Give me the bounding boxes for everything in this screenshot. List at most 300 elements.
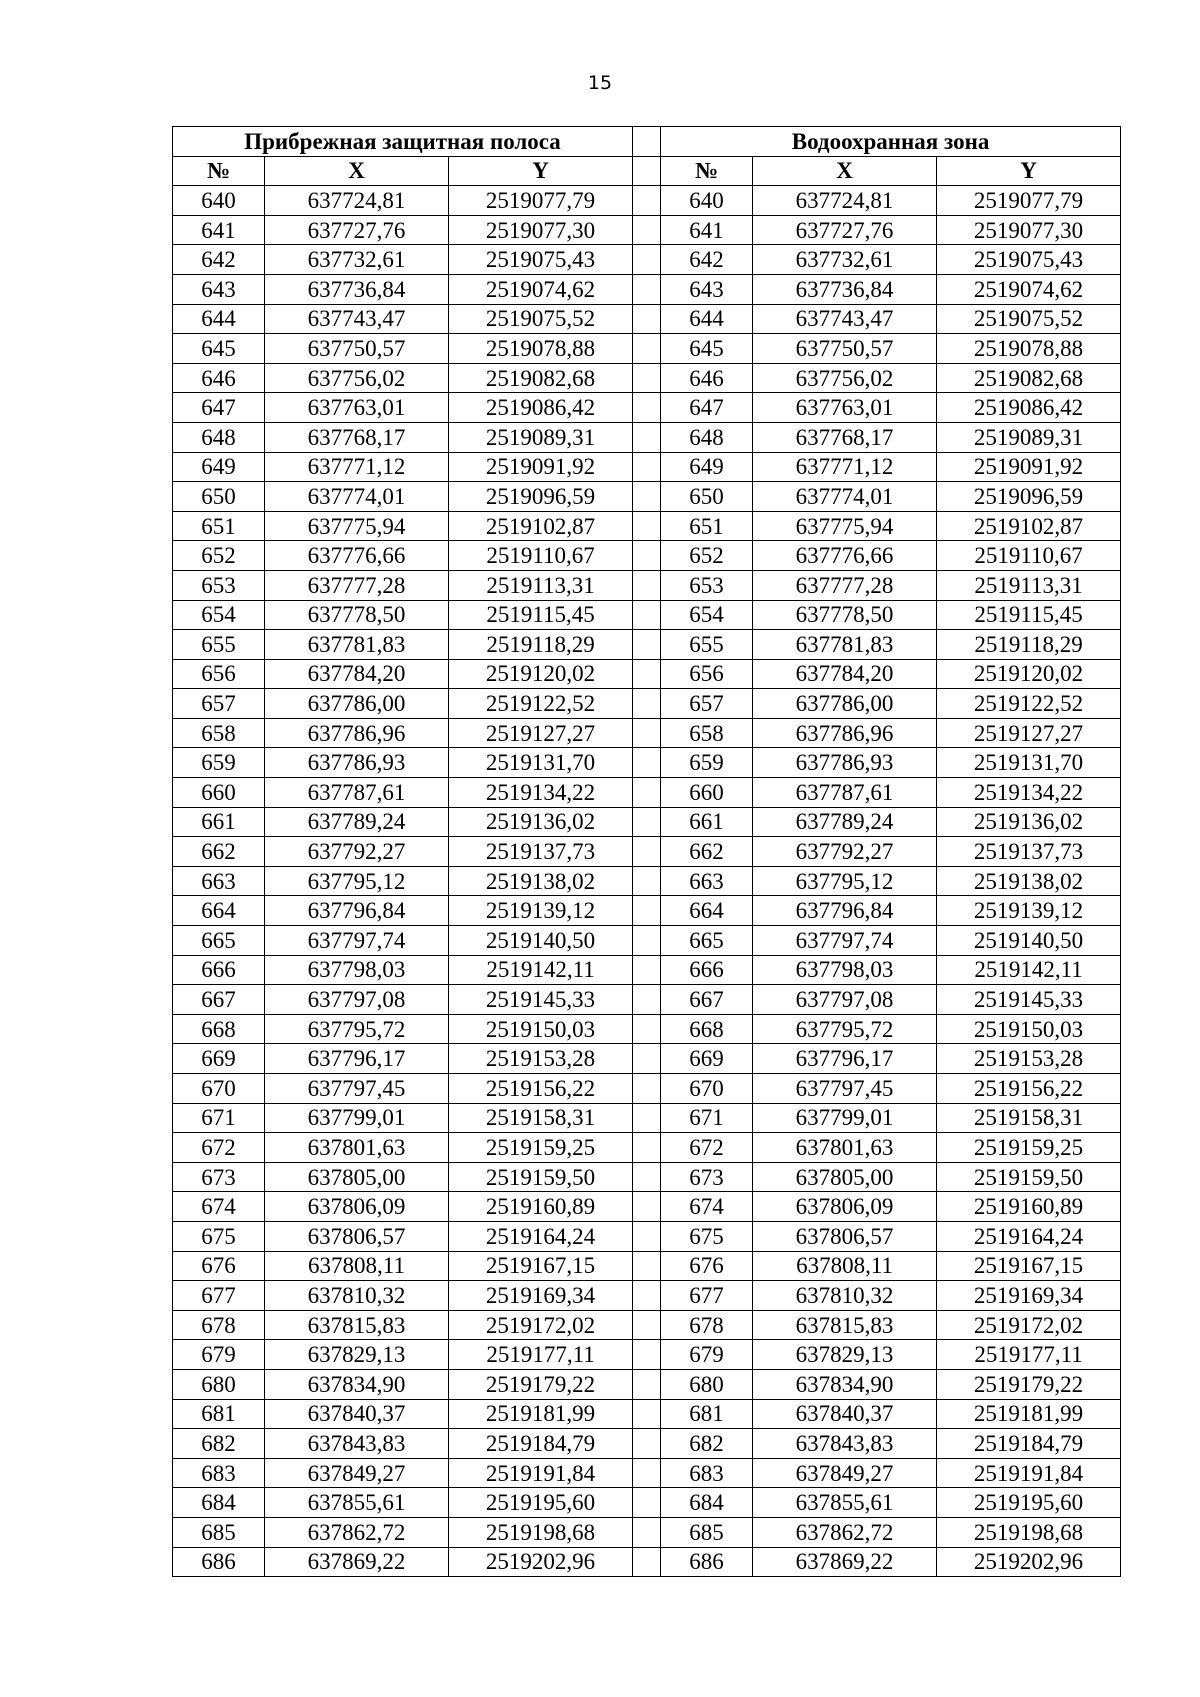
table-body (173, 186, 1121, 1577)
left-y-coordinate: 2519075,43 (449, 245, 633, 275)
column-separator (633, 482, 661, 512)
right-y-coordinate: 2519181,99 (937, 1399, 1121, 1429)
table-row (173, 1103, 1121, 1133)
table-row (173, 926, 1121, 956)
right-y-coordinate: 2519078,88 (937, 334, 1121, 364)
right-point-number: 676 (661, 1251, 753, 1281)
left-y-coordinate: 2519074,62 (449, 274, 633, 304)
left-y-coordinate: 2519184,79 (449, 1429, 633, 1459)
left-point-number: 665 (173, 926, 265, 956)
column-separator (633, 570, 661, 600)
left-point-number: 652 (173, 541, 265, 571)
right-y-coordinate: 2519102,87 (937, 511, 1121, 541)
right-y-coordinate: 2519074,62 (937, 274, 1121, 304)
left-x-coordinate: 637799,01 (265, 1103, 449, 1133)
left-point-number: 644 (173, 304, 265, 334)
left-table-title: Прибрежная защитная полоса (173, 127, 633, 157)
left-y-coordinate: 2519172,02 (449, 1310, 633, 1340)
column-separator (633, 1340, 661, 1370)
table-row (173, 363, 1121, 393)
table-row (173, 186, 1121, 216)
left-y-coordinate: 2519113,31 (449, 570, 633, 600)
right-point-number: 662 (661, 837, 753, 867)
column-separator (633, 689, 661, 719)
right-x-coordinate: 637797,45 (753, 1074, 937, 1104)
right-y-coordinate: 2519159,50 (937, 1162, 1121, 1192)
right-x-coordinate: 637743,47 (753, 304, 937, 334)
right-y-coordinate: 2519184,79 (937, 1429, 1121, 1459)
right-point-number: 672 (661, 1133, 753, 1163)
left-y-coordinate: 2519150,03 (449, 1014, 633, 1044)
right-x-coordinate: 637843,83 (753, 1429, 937, 1459)
table-row (173, 748, 1121, 778)
right-x-coordinate: 637869,22 (753, 1547, 937, 1577)
right-point-number: 686 (661, 1547, 753, 1577)
right-y-coordinate: 2519122,52 (937, 689, 1121, 719)
left-point-number: 655 (173, 630, 265, 660)
table-row (173, 1044, 1121, 1074)
left-y-coordinate: 2519110,67 (449, 541, 633, 571)
left-y-coordinate: 2519078,88 (449, 334, 633, 364)
right-point-number: 669 (661, 1044, 753, 1074)
left-x-coordinate: 637797,08 (265, 985, 449, 1015)
right-point-number: 648 (661, 422, 753, 452)
left-y-coordinate: 2519158,31 (449, 1103, 633, 1133)
table-row (173, 215, 1121, 245)
left-point-number: 683 (173, 1458, 265, 1488)
left-x-coordinate: 637797,45 (265, 1074, 449, 1104)
table-row (173, 630, 1121, 660)
left-x-coordinate: 637796,84 (265, 896, 449, 926)
left-point-number: 664 (173, 896, 265, 926)
right-x-coordinate: 637777,28 (753, 570, 937, 600)
left-point-number: 674 (173, 1192, 265, 1222)
right-y-coordinate: 2519172,02 (937, 1310, 1121, 1340)
left-x-coordinate: 637784,20 (265, 659, 449, 689)
left-x-coordinate: 637781,83 (265, 630, 449, 660)
left-x-coordinate: 637855,61 (265, 1488, 449, 1518)
right-x-coordinate: 637849,27 (753, 1458, 937, 1488)
left-x-coordinate: 637763,01 (265, 393, 449, 423)
right-header-y: Y (937, 156, 1121, 186)
right-y-coordinate: 2519142,11 (937, 955, 1121, 985)
left-y-coordinate: 2519160,89 (449, 1192, 633, 1222)
table-row (173, 1251, 1121, 1281)
left-point-number: 656 (173, 659, 265, 689)
column-separator (633, 778, 661, 808)
left-x-coordinate: 637775,94 (265, 511, 449, 541)
table-row (173, 718, 1121, 748)
column-separator (633, 1281, 661, 1311)
right-x-coordinate: 637787,61 (753, 778, 937, 808)
right-y-coordinate: 2519089,31 (937, 422, 1121, 452)
column-separator (633, 304, 661, 334)
right-x-coordinate: 637786,00 (753, 689, 937, 719)
right-y-coordinate: 2519164,24 (937, 1221, 1121, 1251)
left-y-coordinate: 2519169,34 (449, 1281, 633, 1311)
left-point-number: 666 (173, 955, 265, 985)
table-row (173, 1458, 1121, 1488)
right-point-number: 650 (661, 482, 753, 512)
left-point-number: 679 (173, 1340, 265, 1370)
right-y-coordinate: 2519110,67 (937, 541, 1121, 571)
right-x-coordinate: 637808,11 (753, 1251, 937, 1281)
right-x-coordinate: 637732,61 (753, 245, 937, 275)
right-point-number: 658 (661, 718, 753, 748)
column-separator (633, 866, 661, 896)
column-separator (633, 127, 661, 157)
column-separator (633, 1103, 661, 1133)
right-x-coordinate: 637727,76 (753, 215, 937, 245)
table-row (173, 245, 1121, 275)
right-point-number: 668 (661, 1014, 753, 1044)
left-y-coordinate: 2519082,68 (449, 363, 633, 393)
right-x-coordinate: 637797,08 (753, 985, 937, 1015)
left-y-coordinate: 2519195,60 (449, 1488, 633, 1518)
right-x-coordinate: 637834,90 (753, 1369, 937, 1399)
left-point-number: 684 (173, 1488, 265, 1518)
left-y-coordinate: 2519089,31 (449, 422, 633, 452)
left-point-number: 662 (173, 837, 265, 867)
right-point-number: 646 (661, 363, 753, 393)
right-y-coordinate: 2519156,22 (937, 1074, 1121, 1104)
right-x-coordinate: 637763,01 (753, 393, 937, 423)
right-point-number: 674 (661, 1192, 753, 1222)
right-point-number: 655 (661, 630, 753, 660)
left-x-coordinate: 637797,74 (265, 926, 449, 956)
right-x-coordinate: 637768,17 (753, 422, 937, 452)
coordinates-table (172, 126, 1121, 1577)
table-row (173, 1310, 1121, 1340)
column-separator (633, 156, 661, 186)
left-y-coordinate: 2519096,59 (449, 482, 633, 512)
column-separator (633, 186, 661, 216)
right-point-number: 652 (661, 541, 753, 571)
left-point-number: 686 (173, 1547, 265, 1577)
right-y-coordinate: 2519138,02 (937, 866, 1121, 896)
right-x-coordinate: 637781,83 (753, 630, 937, 660)
left-y-coordinate: 2519131,70 (449, 748, 633, 778)
right-y-coordinate: 2519158,31 (937, 1103, 1121, 1133)
right-x-coordinate: 637792,27 (753, 837, 937, 867)
left-x-coordinate: 637869,22 (265, 1547, 449, 1577)
right-y-coordinate: 2519113,31 (937, 570, 1121, 600)
left-x-coordinate: 637801,63 (265, 1133, 449, 1163)
right-point-number: 659 (661, 748, 753, 778)
column-separator (633, 363, 661, 393)
left-point-number: 645 (173, 334, 265, 364)
right-x-coordinate: 637724,81 (753, 186, 937, 216)
right-x-coordinate: 637801,63 (753, 1133, 937, 1163)
left-point-number: 642 (173, 245, 265, 275)
left-x-coordinate: 637840,37 (265, 1399, 449, 1429)
left-x-coordinate: 637849,27 (265, 1458, 449, 1488)
right-y-coordinate: 2519075,52 (937, 304, 1121, 334)
right-y-coordinate: 2519179,22 (937, 1369, 1121, 1399)
left-point-number: 671 (173, 1103, 265, 1133)
right-x-coordinate: 637810,32 (753, 1281, 937, 1311)
table-row (173, 1014, 1121, 1044)
left-x-coordinate: 637796,17 (265, 1044, 449, 1074)
left-point-number: 663 (173, 866, 265, 896)
right-x-coordinate: 637795,12 (753, 866, 937, 896)
column-separator (633, 422, 661, 452)
table-row (173, 1429, 1121, 1459)
right-point-number: 651 (661, 511, 753, 541)
table-row (173, 955, 1121, 985)
table-row (173, 1192, 1121, 1222)
table-title-row (173, 127, 1121, 157)
left-x-coordinate: 637771,12 (265, 452, 449, 482)
left-y-coordinate: 2519136,02 (449, 807, 633, 837)
right-point-number: 682 (661, 1429, 753, 1459)
left-y-coordinate: 2519138,02 (449, 866, 633, 896)
left-y-coordinate: 2519137,73 (449, 837, 633, 867)
right-x-coordinate: 637795,72 (753, 1014, 937, 1044)
right-y-coordinate: 2519082,68 (937, 363, 1121, 393)
right-x-coordinate: 637796,84 (753, 896, 937, 926)
right-x-coordinate: 637771,12 (753, 452, 937, 482)
right-point-number: 679 (661, 1340, 753, 1370)
right-x-coordinate: 637840,37 (753, 1399, 937, 1429)
right-point-number: 685 (661, 1517, 753, 1547)
right-y-coordinate: 2519118,29 (937, 630, 1121, 660)
left-x-coordinate: 637806,09 (265, 1192, 449, 1222)
right-y-coordinate: 2519140,50 (937, 926, 1121, 956)
column-separator (633, 1517, 661, 1547)
right-point-number: 664 (661, 896, 753, 926)
left-point-number: 682 (173, 1429, 265, 1459)
right-y-coordinate: 2519127,27 (937, 718, 1121, 748)
table-row (173, 1399, 1121, 1429)
right-x-coordinate: 637774,01 (753, 482, 937, 512)
left-point-number: 646 (173, 363, 265, 393)
page-number: 15 (587, 72, 613, 94)
left-y-coordinate: 2519181,99 (449, 1399, 633, 1429)
right-point-number: 647 (661, 393, 753, 423)
right-y-coordinate: 2519153,28 (937, 1044, 1121, 1074)
left-point-number: 676 (173, 1251, 265, 1281)
column-separator (633, 718, 661, 748)
left-point-number: 668 (173, 1014, 265, 1044)
left-point-number: 678 (173, 1310, 265, 1340)
left-point-number: 643 (173, 274, 265, 304)
left-y-coordinate: 2519164,24 (449, 1221, 633, 1251)
right-point-number: 683 (661, 1458, 753, 1488)
left-point-number: 657 (173, 689, 265, 719)
right-x-coordinate: 637786,93 (753, 748, 937, 778)
left-x-coordinate: 637805,00 (265, 1162, 449, 1192)
table-row (173, 600, 1121, 630)
left-point-number: 670 (173, 1074, 265, 1104)
left-x-coordinate: 637815,83 (265, 1310, 449, 1340)
left-y-coordinate: 2519122,52 (449, 689, 633, 719)
right-y-coordinate: 2519145,33 (937, 985, 1121, 1015)
column-separator (633, 541, 661, 571)
left-y-coordinate: 2519134,22 (449, 778, 633, 808)
left-y-coordinate: 2519159,50 (449, 1162, 633, 1192)
column-separator (633, 511, 661, 541)
left-x-coordinate: 637777,28 (265, 570, 449, 600)
right-point-number: 657 (661, 689, 753, 719)
left-x-coordinate: 637743,47 (265, 304, 449, 334)
column-separator (633, 1221, 661, 1251)
left-point-number: 650 (173, 482, 265, 512)
right-x-coordinate: 637796,17 (753, 1044, 937, 1074)
right-point-number: 654 (661, 600, 753, 630)
left-x-coordinate: 637786,93 (265, 748, 449, 778)
table-row (173, 1340, 1121, 1370)
right-y-coordinate: 2519096,59 (937, 482, 1121, 512)
left-point-number: 669 (173, 1044, 265, 1074)
left-y-coordinate: 2519077,79 (449, 186, 633, 216)
right-x-coordinate: 637786,96 (753, 718, 937, 748)
left-y-coordinate: 2519191,84 (449, 1458, 633, 1488)
table-row (173, 1547, 1121, 1577)
left-y-coordinate: 2519139,12 (449, 896, 633, 926)
left-x-coordinate: 637834,90 (265, 1369, 449, 1399)
right-point-number: 667 (661, 985, 753, 1015)
right-y-coordinate: 2519150,03 (937, 1014, 1121, 1044)
column-separator (633, 1251, 661, 1281)
left-y-coordinate: 2519120,02 (449, 659, 633, 689)
column-separator (633, 1044, 661, 1074)
right-y-coordinate: 2519195,60 (937, 1488, 1121, 1518)
right-point-number: 642 (661, 245, 753, 275)
left-x-coordinate: 637808,11 (265, 1251, 449, 1281)
left-point-number: 661 (173, 807, 265, 837)
left-x-coordinate: 637810,32 (265, 1281, 449, 1311)
right-y-coordinate: 2519137,73 (937, 837, 1121, 867)
right-point-number: 666 (661, 955, 753, 985)
right-y-coordinate: 2519120,02 (937, 659, 1121, 689)
left-point-number: 651 (173, 511, 265, 541)
right-y-coordinate: 2519086,42 (937, 393, 1121, 423)
table-row (173, 1281, 1121, 1311)
table-row (173, 1133, 1121, 1163)
right-y-coordinate: 2519167,15 (937, 1251, 1121, 1281)
left-x-coordinate: 637789,24 (265, 807, 449, 837)
column-separator (633, 896, 661, 926)
right-x-coordinate: 637775,94 (753, 511, 937, 541)
column-separator (633, 274, 661, 304)
right-x-coordinate: 637806,09 (753, 1192, 937, 1222)
left-point-number: 649 (173, 452, 265, 482)
left-x-coordinate: 637806,57 (265, 1221, 449, 1251)
left-y-coordinate: 2519075,52 (449, 304, 633, 334)
right-point-number: 673 (661, 1162, 753, 1192)
right-point-number: 660 (661, 778, 753, 808)
column-separator (633, 1369, 661, 1399)
right-point-number: 656 (661, 659, 753, 689)
right-y-coordinate: 2519202,96 (937, 1547, 1121, 1577)
right-x-coordinate: 637797,74 (753, 926, 937, 956)
column-separator (633, 926, 661, 956)
left-y-coordinate: 2519167,15 (449, 1251, 633, 1281)
left-x-coordinate: 637774,01 (265, 482, 449, 512)
left-x-coordinate: 637795,12 (265, 866, 449, 896)
column-separator (633, 1014, 661, 1044)
left-y-coordinate: 2519153,28 (449, 1044, 633, 1074)
column-separator (633, 1074, 661, 1104)
right-point-number: 681 (661, 1399, 753, 1429)
left-x-coordinate: 637862,72 (265, 1517, 449, 1547)
table-row (173, 837, 1121, 867)
column-separator (633, 452, 661, 482)
right-point-number: 675 (661, 1221, 753, 1251)
table-row (173, 304, 1121, 334)
left-x-coordinate: 637792,27 (265, 837, 449, 867)
table-row (173, 452, 1121, 482)
column-separator (633, 748, 661, 778)
left-point-number: 672 (173, 1133, 265, 1163)
table-header-row (173, 156, 1121, 186)
table-row (173, 866, 1121, 896)
column-separator (633, 807, 661, 837)
right-point-number: 643 (661, 274, 753, 304)
right-y-coordinate: 2519139,12 (937, 896, 1121, 926)
right-point-number: 645 (661, 334, 753, 364)
right-x-coordinate: 637798,03 (753, 955, 937, 985)
column-separator (633, 985, 661, 1015)
left-x-coordinate: 637786,96 (265, 718, 449, 748)
column-separator (633, 1192, 661, 1222)
left-point-number: 654 (173, 600, 265, 630)
left-point-number: 658 (173, 718, 265, 748)
left-x-coordinate: 637768,17 (265, 422, 449, 452)
left-x-coordinate: 637778,50 (265, 600, 449, 630)
right-y-coordinate: 2519177,11 (937, 1340, 1121, 1370)
right-y-coordinate: 2519075,43 (937, 245, 1121, 275)
right-y-coordinate: 2519136,02 (937, 807, 1121, 837)
table-row (173, 422, 1121, 452)
table-row (173, 689, 1121, 719)
table-row (173, 778, 1121, 808)
right-point-number: 671 (661, 1103, 753, 1133)
table-row (173, 393, 1121, 423)
column-separator (633, 1310, 661, 1340)
left-x-coordinate: 637727,76 (265, 215, 449, 245)
left-y-coordinate: 2519177,11 (449, 1340, 633, 1370)
left-y-coordinate: 2519159,25 (449, 1133, 633, 1163)
left-x-coordinate: 637787,61 (265, 778, 449, 808)
right-y-coordinate: 2519091,92 (937, 452, 1121, 482)
right-header-x: X (753, 156, 937, 186)
right-x-coordinate: 637829,13 (753, 1340, 937, 1370)
right-point-number: 678 (661, 1310, 753, 1340)
left-y-coordinate: 2519118,29 (449, 630, 633, 660)
right-point-number: 677 (661, 1281, 753, 1311)
right-x-coordinate: 637736,84 (753, 274, 937, 304)
table-row (173, 334, 1121, 364)
right-point-number: 680 (661, 1369, 753, 1399)
left-y-coordinate: 2519115,45 (449, 600, 633, 630)
left-point-number: 648 (173, 422, 265, 452)
right-y-coordinate: 2519131,70 (937, 748, 1121, 778)
right-point-number: 684 (661, 1488, 753, 1518)
left-y-coordinate: 2519156,22 (449, 1074, 633, 1104)
left-y-coordinate: 2519091,92 (449, 452, 633, 482)
left-header-y: Y (449, 156, 633, 186)
left-point-number: 685 (173, 1517, 265, 1547)
left-y-coordinate: 2519077,30 (449, 215, 633, 245)
left-x-coordinate: 637732,61 (265, 245, 449, 275)
column-separator (633, 1399, 661, 1429)
column-separator (633, 245, 661, 275)
left-point-number: 641 (173, 215, 265, 245)
left-point-number: 681 (173, 1399, 265, 1429)
column-separator (633, 837, 661, 867)
